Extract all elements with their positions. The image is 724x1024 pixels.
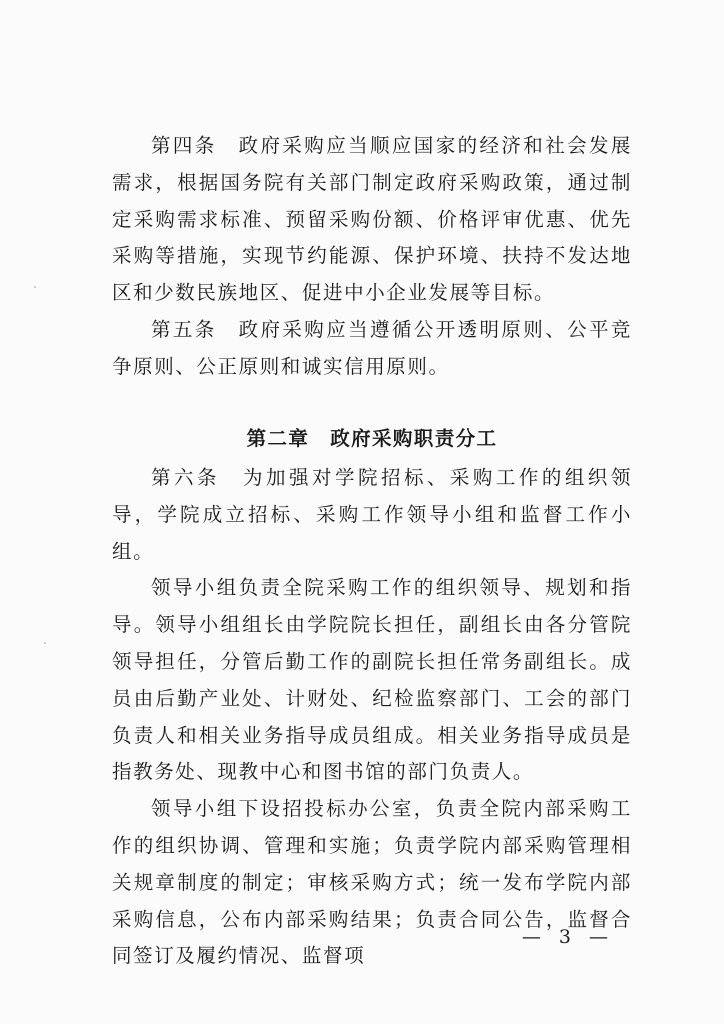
scan-speck: [34, 286, 36, 288]
scan-speck: [44, 642, 46, 644]
article-4-paragraph: 第四条 政府采购应当顺应国家的经济和社会发展需求，根据国务院有关部门制定政府采购政策，通过制定采购需求标准、预留采购份额、价格评审优惠、优先采购等措施，实现节约能源、保护环境、扶持不发达地区和少数民族地区、促进中小企业发展等目标。: [112, 134, 632, 305]
section-2: [112, 460, 632, 975]
leading-group-paragraph: 领导小组负责全院采购工作的组织领导、规划和指导。领导小组组长由学院院长担任，副组长由各分管院领导担任，分管后勤工作的副院长担任常务副组长。成员由后勤产业处、计财处、纪检监察部门、工会的部门负责人和相关业务指导成员组成。相关业务指导成员是指教务处、现教中心和图书馆的部门负责人。: [112, 576, 632, 784]
article-6-paragraph: 第六条 为加强对学院招标、采购工作的组织领导，学院成立招标、采购工作领导小组和监督工作小组。: [112, 466, 632, 563]
page-number: — 3 —: [521, 926, 614, 948]
article-5-paragraph: 第五条 政府采购应当遵循公开透明原则、公平竞争原则、公正原则和诚实信用原则。: [112, 317, 632, 378]
bidding-office-paragraph: 领导小组下设招投标办公室，负责全院内部采购工作的组织协调、管理和实施；负责学院内部采购管理相关规章制度的制定；审核采购方式；统一发布学院内部采购信息，公布内部采购结果；负责合同公告，监督合同签订及履约情况、监督项: [112, 797, 632, 968]
section-1: [112, 128, 632, 386]
chapter-heading: 第二章 政府采购职责分工: [246, 427, 498, 450]
